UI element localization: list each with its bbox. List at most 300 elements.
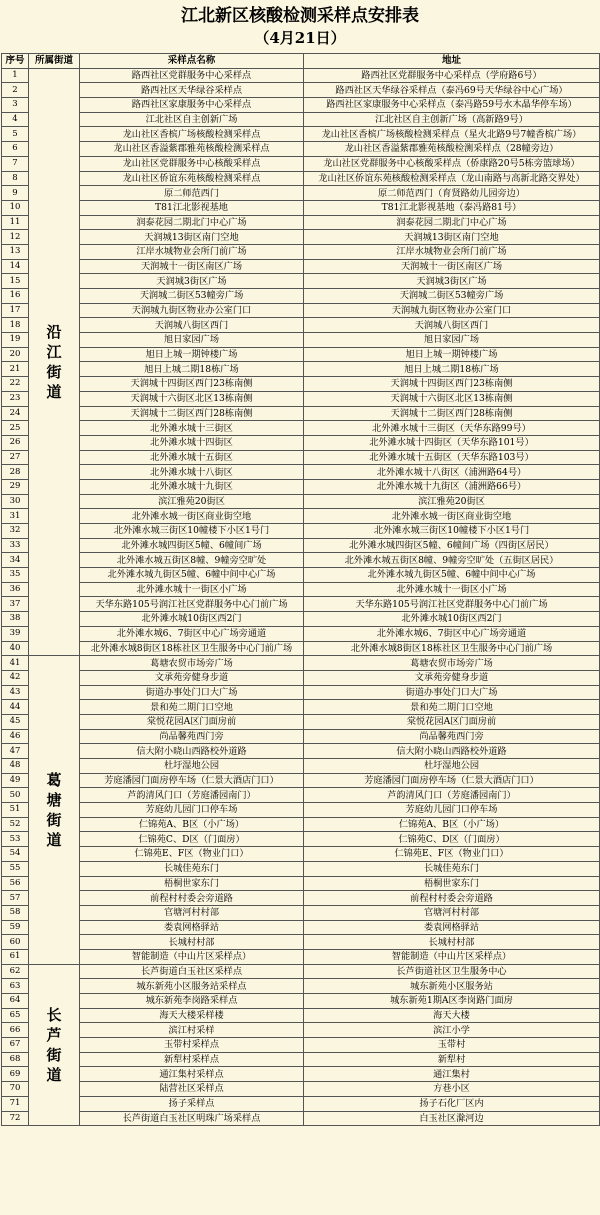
table-row xyxy=(2,538,600,553)
site-address: 滨江雅苑20街区 xyxy=(304,494,600,509)
sampling-table xyxy=(1,53,600,1126)
site-address: 旭日上城一期钟楼广场 xyxy=(304,347,600,362)
row-index: 6 xyxy=(2,142,29,157)
page-date: （4月21日） xyxy=(254,29,346,47)
site-name: 城东新苑李岗路采样点 xyxy=(80,994,304,1009)
row-index: 43 xyxy=(2,685,29,700)
site-name: 仁锦苑A、B区（小广场） xyxy=(80,817,304,832)
site-address: 新犁村 xyxy=(304,1052,600,1067)
site-address: 棠悦花园A区门面房前 xyxy=(304,714,600,729)
row-index: 27 xyxy=(2,450,29,465)
site-name: 扬子采样点 xyxy=(80,1096,304,1111)
table-row xyxy=(2,949,600,964)
site-name: 江北社区自主创新广场 xyxy=(80,112,304,127)
site-name: 龙山社区香槟广场核酸检测采样点 xyxy=(80,127,304,142)
row-index: 72 xyxy=(2,1111,29,1126)
site-address: 龙山社区侨谊东苑核酸检测采样点（龙山南路与高新北路交界处） xyxy=(304,171,600,186)
site-address: 天润城十六街区北区13栋南侧 xyxy=(304,391,600,406)
row-index: 60 xyxy=(2,935,29,950)
row-index: 39 xyxy=(2,626,29,641)
site-address: 仁锦苑C、D区（门面房） xyxy=(304,832,600,847)
table-row xyxy=(2,274,600,289)
row-index: 28 xyxy=(2,465,29,480)
table-row xyxy=(2,1038,600,1053)
site-address: 北外滩水城十八街区（浦洲路64号） xyxy=(304,465,600,480)
site-name: 城东新苑小区服务站采样点 xyxy=(80,979,304,994)
table-row xyxy=(2,362,600,377)
site-name: 芳庭潘园门面房停车场（仁景大酒店门口） xyxy=(80,773,304,788)
site-address: 北外滩水城十九街区（浦洲路66号） xyxy=(304,479,600,494)
site-name: 北外滩水城10街区西2门 xyxy=(80,612,304,627)
site-name: 长城佳苑东门 xyxy=(80,861,304,876)
row-index: 68 xyxy=(2,1052,29,1067)
row-index: 57 xyxy=(2,891,29,906)
table-row xyxy=(2,289,600,304)
site-address: 芦韵清风门口（芳庭潘园南门） xyxy=(304,788,600,803)
table-row xyxy=(2,347,600,362)
table-row xyxy=(2,230,600,245)
site-address: 天润城九街区物业办公室门口 xyxy=(304,303,600,318)
site-address: 芳庭潘园门面房停车场（仁景大酒店门口） xyxy=(304,773,600,788)
row-index: 61 xyxy=(2,949,29,964)
site-address: 官塘河村村部 xyxy=(304,905,600,920)
row-index: 34 xyxy=(2,553,29,568)
table-row xyxy=(2,435,600,450)
site-address: 润泰花园二期北门中心广场 xyxy=(304,215,600,230)
table-row xyxy=(2,803,600,818)
site-name: 北外滩水城十九街区 xyxy=(80,479,304,494)
street-name-cell xyxy=(29,656,80,964)
site-name: 天润城十二街区西门28栋南侧 xyxy=(80,406,304,421)
site-address: 芳庭幼儿园门口停车场 xyxy=(304,803,600,818)
site-name: 旭日家园广场 xyxy=(80,333,304,348)
table-row xyxy=(2,509,600,524)
site-name: 北外滩水城十八街区 xyxy=(80,465,304,480)
site-name: 北外滩水城一街区商业街空地 xyxy=(80,509,304,524)
row-index: 67 xyxy=(2,1038,29,1053)
header-street: 所属街道 xyxy=(29,54,80,69)
site-address: 信大附小晓山西路校外道路 xyxy=(304,744,600,759)
table-row xyxy=(2,964,600,979)
site-name: 北外滩水城十四街区 xyxy=(80,435,304,450)
site-address: 滨江小学 xyxy=(304,1023,600,1038)
table-row xyxy=(2,215,600,230)
site-address: 北外滩水城九街区5幢、6幢中间中心广场 xyxy=(304,568,600,583)
site-address: 旭日上城二期18栋广场 xyxy=(304,362,600,377)
site-address: 旭日家园广场 xyxy=(304,333,600,348)
site-address: 梧桐世家东门 xyxy=(304,876,600,891)
site-address: 长芦街道社区卫生服务中心 xyxy=(304,964,600,979)
row-index: 26 xyxy=(2,435,29,450)
site-name: 天润城13街区南门空地 xyxy=(80,230,304,245)
table-row xyxy=(2,421,600,436)
table-row xyxy=(2,524,600,539)
row-index: 71 xyxy=(2,1096,29,1111)
row-index: 59 xyxy=(2,920,29,935)
page-title: 江北新区核酸检测采样点安排表 xyxy=(181,6,419,26)
table-row xyxy=(2,98,600,113)
row-index: 15 xyxy=(2,274,29,289)
site-name: T81江北影视基地 xyxy=(80,200,304,215)
table-row xyxy=(2,744,600,759)
site-name: 龙山社区侨谊东苑核酸检测采样点 xyxy=(80,171,304,186)
header-index: 序号 xyxy=(2,54,29,69)
row-index: 53 xyxy=(2,832,29,847)
site-address: 城东新苑小区服务站 xyxy=(304,979,600,994)
table-row xyxy=(2,450,600,465)
row-index: 50 xyxy=(2,788,29,803)
row-index: 9 xyxy=(2,186,29,201)
row-index: 3 xyxy=(2,98,29,113)
row-index: 37 xyxy=(2,597,29,612)
row-index: 45 xyxy=(2,714,29,729)
site-name: 仁锦苑C、D区（门面房） xyxy=(80,832,304,847)
site-address: 路西社区家康服务中心采样点（泰冯路59号水木晶华停车场） xyxy=(304,98,600,113)
table-row xyxy=(2,847,600,862)
table-row xyxy=(2,935,600,950)
table-row xyxy=(2,700,600,715)
site-name: 天润城八街区西门 xyxy=(80,318,304,333)
site-name: 北外滩水城九街区5幢、6幢中间中心广场 xyxy=(80,568,304,583)
site-address: 北外滩水城十一街区小广场 xyxy=(304,582,600,597)
table-row xyxy=(2,920,600,935)
site-address: 北外滩水城四街区5幢、6幢间广场（四街区居民） xyxy=(304,538,600,553)
table-row xyxy=(2,861,600,876)
table-row xyxy=(2,186,600,201)
table-row xyxy=(2,788,600,803)
table-row xyxy=(2,641,600,656)
table-row xyxy=(2,626,600,641)
site-name: 芦韵清风门口（芳庭潘园南门） xyxy=(80,788,304,803)
header-address: 地址 xyxy=(304,54,600,69)
site-name: 北外滩水城十五街区 xyxy=(80,450,304,465)
site-name: 官塘河村村部 xyxy=(80,905,304,920)
site-name: 长芦街道白玉社区采样点 xyxy=(80,964,304,979)
table-row xyxy=(2,171,600,186)
row-index: 11 xyxy=(2,215,29,230)
row-index: 65 xyxy=(2,1008,29,1023)
row-index: 10 xyxy=(2,200,29,215)
table-row xyxy=(2,832,600,847)
site-name: 龙山社区党群服务中心核酸采样点 xyxy=(80,156,304,171)
row-index: 30 xyxy=(2,494,29,509)
table-body xyxy=(2,68,600,1126)
table-row xyxy=(2,377,600,392)
site-name: 娄袁网格驿站 xyxy=(80,920,304,935)
row-index: 38 xyxy=(2,612,29,627)
site-name: 天润城十六街区北区13栋南侧 xyxy=(80,391,304,406)
table-row xyxy=(2,905,600,920)
site-name: 杜圩湿地公园 xyxy=(80,759,304,774)
street-name: 沿 江 街 道 xyxy=(46,322,62,401)
table-row xyxy=(2,876,600,891)
table-row xyxy=(2,979,600,994)
street-name: 葛 塘 街 道 xyxy=(46,770,62,849)
table-row xyxy=(2,1082,600,1097)
site-address: 北外滩水城8街区18栋社区卫生服务中心门前广场 xyxy=(304,641,600,656)
site-name: 天润城3街区广场 xyxy=(80,274,304,289)
row-index: 52 xyxy=(2,817,29,832)
site-name: 润泰花园二期北门中心广场 xyxy=(80,215,304,230)
row-index: 70 xyxy=(2,1082,29,1097)
table-row xyxy=(2,1008,600,1023)
site-name: 天润城十一街区南区广场 xyxy=(80,259,304,274)
table-row xyxy=(2,318,600,333)
site-name: 北外滩水城四街区5幢、6幢间广场 xyxy=(80,538,304,553)
site-address: 江北社区自主创新广场（高新路9号） xyxy=(304,112,600,127)
table-row xyxy=(2,714,600,729)
row-index: 48 xyxy=(2,759,29,774)
row-index: 21 xyxy=(2,362,29,377)
row-index: 7 xyxy=(2,156,29,171)
site-address: 天润城3街区广场 xyxy=(304,274,600,289)
row-index: 62 xyxy=(2,964,29,979)
row-index: 17 xyxy=(2,303,29,318)
site-name: 街道办事处门口大广场 xyxy=(80,685,304,700)
site-address: 娄袁网格驿站 xyxy=(304,920,600,935)
table-row xyxy=(2,1052,600,1067)
row-index: 49 xyxy=(2,773,29,788)
site-address: 北外滩水城三街区10幢楼下小区1号门 xyxy=(304,524,600,539)
site-name: 江岸水城物业会所门前广场 xyxy=(80,244,304,259)
site-address: 北外滩水城十三街区（天华东路99号） xyxy=(304,421,600,436)
site-name: 天润城二街区53幢旁广场 xyxy=(80,289,304,304)
site-address: T81江北影视基地（泰冯路81号） xyxy=(304,200,600,215)
table-row xyxy=(2,656,600,671)
site-address: 北外滩水城一街区商业街空地 xyxy=(304,509,600,524)
row-index: 31 xyxy=(2,509,29,524)
row-index: 55 xyxy=(2,861,29,876)
row-index: 18 xyxy=(2,318,29,333)
row-index: 44 xyxy=(2,700,29,715)
site-address: 龙山社区党群服务中心核酸采样点（侨康路20号5栋旁篮球场） xyxy=(304,156,600,171)
table-row xyxy=(2,994,600,1009)
site-address: 北外滩水城五街区8幢、9幢旁空旷处（五街区居民） xyxy=(304,553,600,568)
site-address: 仁锦苑A、B区（小广场） xyxy=(304,817,600,832)
table-row xyxy=(2,142,600,157)
site-name: 海天大楼采样楼 xyxy=(80,1008,304,1023)
table-row xyxy=(2,259,600,274)
site-address: 天润城十四街区西门23栋南侧 xyxy=(304,377,600,392)
row-index: 5 xyxy=(2,127,29,142)
site-name: 滨江村采样 xyxy=(80,1023,304,1038)
site-name: 北外滩水城五街区8幢、9幢旁空旷处 xyxy=(80,553,304,568)
site-name: 路西社区家康服务中心采样点 xyxy=(80,98,304,113)
row-index: 66 xyxy=(2,1023,29,1038)
row-index: 63 xyxy=(2,979,29,994)
site-address: 原二师范西门（育贤路幼儿园旁边） xyxy=(304,186,600,201)
site-name: 长城村村部 xyxy=(80,935,304,950)
row-index: 41 xyxy=(2,656,29,671)
site-address: 天润城二街区53幢旁广场 xyxy=(304,289,600,304)
row-index: 4 xyxy=(2,112,29,127)
table-row xyxy=(2,568,600,583)
table-row xyxy=(2,612,600,627)
site-address: 葛塘农贸市场旁广场 xyxy=(304,656,600,671)
row-index: 24 xyxy=(2,406,29,421)
site-address: 长城佳苑东门 xyxy=(304,861,600,876)
site-address: 杜圩湿地公园 xyxy=(304,759,600,774)
site-address: 前程村村委会旁道路 xyxy=(304,891,600,906)
row-index: 33 xyxy=(2,538,29,553)
row-index: 58 xyxy=(2,905,29,920)
row-index: 13 xyxy=(2,244,29,259)
site-name: 棠悦花园A区门面房前 xyxy=(80,714,304,729)
site-name: 芳庭幼儿园门口停车场 xyxy=(80,803,304,818)
table-row xyxy=(2,817,600,832)
site-name: 新犁村采样点 xyxy=(80,1052,304,1067)
row-index: 36 xyxy=(2,582,29,597)
site-name: 智能制造（中山片区采样点） xyxy=(80,949,304,964)
site-address: 海天大楼 xyxy=(304,1008,600,1023)
site-name: 前程村村委会旁道路 xyxy=(80,891,304,906)
table-row xyxy=(2,200,600,215)
site-name: 龙山社区香溢紫郡雅苑核酸检测采样点 xyxy=(80,142,304,157)
site-address: 北外滩水城6、7街区中心广场旁通道 xyxy=(304,626,600,641)
row-index: 40 xyxy=(2,641,29,656)
site-address: 路西社区党群服务中心采样点（学府路6号） xyxy=(304,68,600,83)
row-index: 51 xyxy=(2,803,29,818)
table-row xyxy=(2,553,600,568)
site-address: 白玉社区滁河边 xyxy=(304,1111,600,1126)
site-name: 天润城十四街区西门23栋南侧 xyxy=(80,377,304,392)
table-row xyxy=(2,670,600,685)
site-address: 北外滩水城十五街区（天华东路103号） xyxy=(304,450,600,465)
row-index: 19 xyxy=(2,333,29,348)
site-address: 天润城十一街区南区广场 xyxy=(304,259,600,274)
table-row xyxy=(2,127,600,142)
site-address: 龙山社区香溢紫郡雅苑核酸检测采样点（28幢旁边） xyxy=(304,142,600,157)
site-name: 梧桐世家东门 xyxy=(80,876,304,891)
site-name: 旭日上城二期18栋广场 xyxy=(80,362,304,377)
row-index: 56 xyxy=(2,876,29,891)
site-address: 智能制造（中山片区采样点） xyxy=(304,949,600,964)
row-index: 46 xyxy=(2,729,29,744)
site-address: 文承苑旁健身步道 xyxy=(304,670,600,685)
site-address: 城东新苑1期A区李岗路门面房 xyxy=(304,994,600,1009)
site-name: 北外滩水城三街区10幢楼下小区1号门 xyxy=(80,524,304,539)
site-name: 长芦街道白玉社区明珠广场采样点 xyxy=(80,1111,304,1126)
site-address: 天润城十二街区西门28栋南侧 xyxy=(304,406,600,421)
site-address: 扬子石化厂区内 xyxy=(304,1096,600,1111)
site-name: 旭日上城一期钟楼广场 xyxy=(80,347,304,362)
table-row xyxy=(2,685,600,700)
row-index: 20 xyxy=(2,347,29,362)
row-index: 14 xyxy=(2,259,29,274)
table-row xyxy=(2,391,600,406)
site-name: 信大附小晓山西路校外道路 xyxy=(80,744,304,759)
site-address: 长城村村部 xyxy=(304,935,600,950)
row-index: 16 xyxy=(2,289,29,304)
table-row xyxy=(2,773,600,788)
site-address: 北外滩水城十四街区（天华东路101号） xyxy=(304,435,600,450)
site-address: 路西社区天华绿谷采样点（泰冯69号天华绿谷中心广场） xyxy=(304,83,600,98)
table-row xyxy=(2,303,600,318)
street-name-cell xyxy=(29,68,80,656)
table-row xyxy=(2,68,600,83)
site-name: 原二师范西门 xyxy=(80,186,304,201)
site-address: 天润城八街区西门 xyxy=(304,318,600,333)
table-row xyxy=(2,83,600,98)
site-name: 路西社区党群服务中心采样点 xyxy=(80,68,304,83)
header-row xyxy=(2,54,600,69)
table-row xyxy=(2,333,600,348)
site-name: 葛塘农贸市场旁广场 xyxy=(80,656,304,671)
site-address: 尚品馨苑西门旁 xyxy=(304,729,600,744)
row-index: 42 xyxy=(2,670,29,685)
site-name: 北外滩水城6、7街区中心广场旁通道 xyxy=(80,626,304,641)
table-row xyxy=(2,406,600,421)
site-address: 方巷小区 xyxy=(304,1082,600,1097)
street-name-cell xyxy=(29,964,80,1126)
street-name: 长 芦 街 道 xyxy=(46,1005,62,1084)
row-index: 22 xyxy=(2,377,29,392)
row-index: 23 xyxy=(2,391,29,406)
row-index: 12 xyxy=(2,230,29,245)
row-index: 35 xyxy=(2,568,29,583)
row-index: 25 xyxy=(2,421,29,436)
table-row xyxy=(2,112,600,127)
site-name: 玉带村采样点 xyxy=(80,1038,304,1053)
site-name: 通江集村采样点 xyxy=(80,1067,304,1082)
table-row xyxy=(2,479,600,494)
site-name: 陆营社区采样点 xyxy=(80,1082,304,1097)
site-name: 北外滩水城十三街区 xyxy=(80,421,304,436)
table-row xyxy=(2,891,600,906)
header-site-name: 采样点名称 xyxy=(80,54,304,69)
table-row xyxy=(2,1023,600,1038)
table-row xyxy=(2,465,600,480)
site-name: 文承苑旁健身步道 xyxy=(80,670,304,685)
table-row xyxy=(2,729,600,744)
site-name: 仁锦苑E、F区（物业门口） xyxy=(80,847,304,862)
site-address: 景和苑二期门口空地 xyxy=(304,700,600,715)
site-address: 仁锦苑E、F区（物业门口） xyxy=(304,847,600,862)
row-index: 32 xyxy=(2,524,29,539)
row-index: 8 xyxy=(2,171,29,186)
site-name: 北外滩水城十一街区小广场 xyxy=(80,582,304,597)
row-index: 29 xyxy=(2,479,29,494)
table-row xyxy=(2,597,600,612)
site-name: 尚品馨苑西门旁 xyxy=(80,729,304,744)
site-address: 玉带村 xyxy=(304,1038,600,1053)
site-address: 街道办事处门口大广场 xyxy=(304,685,600,700)
row-index: 54 xyxy=(2,847,29,862)
site-address: 北外滩水城10街区西2门 xyxy=(304,612,600,627)
table-row xyxy=(2,582,600,597)
table-row xyxy=(2,156,600,171)
table-row xyxy=(2,1096,600,1111)
site-name: 北外滩水城8街区18栋社区卫生服务中心门前广场 xyxy=(80,641,304,656)
row-index: 64 xyxy=(2,994,29,1009)
site-address: 江岸水城物业会所门前广场 xyxy=(304,244,600,259)
row-index: 2 xyxy=(2,83,29,98)
site-name: 路西社区天华绿谷采样点 xyxy=(80,83,304,98)
site-address: 天华东路105号润江社区党群服务中心门前广场 xyxy=(304,597,600,612)
site-name: 天华东路105号润江社区党群服务中心门前广场 xyxy=(80,597,304,612)
site-name: 景和苑二期门口空地 xyxy=(80,700,304,715)
site-name: 滨江雅苑20街区 xyxy=(80,494,304,509)
table-row xyxy=(2,244,600,259)
table-row xyxy=(2,1067,600,1082)
table-row xyxy=(2,494,600,509)
row-index: 47 xyxy=(2,744,29,759)
table-row xyxy=(2,1111,600,1126)
table-row xyxy=(2,759,600,774)
site-address: 通江集村 xyxy=(304,1067,600,1082)
row-index: 1 xyxy=(2,68,29,83)
row-index: 69 xyxy=(2,1067,29,1082)
